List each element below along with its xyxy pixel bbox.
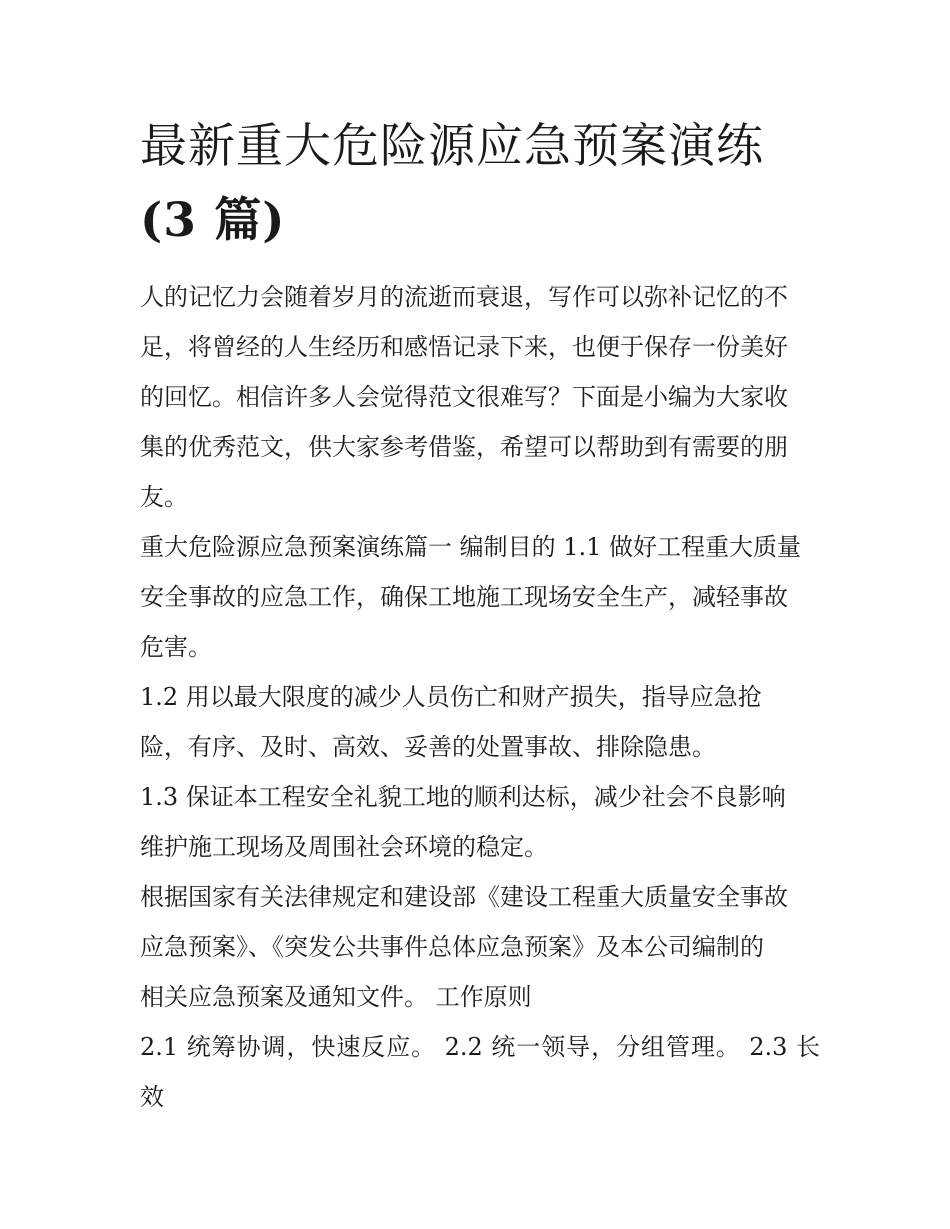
text-line: 危害。 bbox=[140, 633, 212, 661]
text-line: 维护施工现场及周围社会环境的稳定。 bbox=[140, 833, 548, 861]
text-line: 2.1 统筹协调，快速反应。 2.2 统一领导，分组管理。 2.3 长效 bbox=[140, 1033, 820, 1111]
text-line: 相关应急预案及通知文件。 工作原则 bbox=[140, 983, 532, 1011]
paragraph-basis bbox=[140, 872, 820, 1022]
text-line: 1.2 用以最大限度的减少人员伤亡和财产损失，指导应急抢 bbox=[140, 683, 762, 711]
document-page bbox=[140, 110, 820, 1122]
document-title bbox=[140, 110, 820, 258]
text-line: 友。 bbox=[140, 483, 188, 511]
title-line-2: (3 篇) bbox=[140, 193, 286, 248]
paragraph-principles bbox=[140, 1022, 820, 1122]
text-line: 足，将曾经的人生经历和感悟记录下来，也便于保存一份美好 bbox=[140, 333, 788, 361]
title-line-1: 最新重大危险源应急预案演练 bbox=[140, 119, 764, 174]
text-line: 应急预案》、《突发公共事件总体应急预案》及本公司编制的 bbox=[140, 933, 764, 961]
text-line: 的回忆。相信许多人会觉得范文很难写？下面是小编为大家收 bbox=[140, 383, 788, 411]
paragraph-item-1-3 bbox=[140, 772, 820, 872]
text-line: 人的记忆力会随着岁月的流逝而衰退，写作可以弥补记忆的不 bbox=[140, 283, 788, 311]
paragraph-intro bbox=[140, 272, 820, 522]
text-line: 险，有序、及时、高效、妥善的处置事故、排除隐患。 bbox=[140, 733, 716, 761]
text-line: 1.3 保证本工程安全礼貌工地的顺利达标，减少社会不良影响 bbox=[140, 783, 786, 811]
paragraph-section-1 bbox=[140, 522, 820, 672]
text-line: 安全事故的应急工作，确保工地施工现场安全生产，减轻事故 bbox=[140, 583, 788, 611]
text-line: 根据国家有关法律规定和建设部《建设工程重大质量安全事故 bbox=[140, 883, 788, 911]
text-line: 集的优秀范文，供大家参考借鉴，希望可以帮助到有需要的朋 bbox=[140, 433, 788, 461]
paragraph-item-1-2 bbox=[140, 672, 820, 772]
text-line: 重大危险源应急预案演练篇一 编制目的 1.1 做好工程重大质量 bbox=[140, 533, 802, 561]
